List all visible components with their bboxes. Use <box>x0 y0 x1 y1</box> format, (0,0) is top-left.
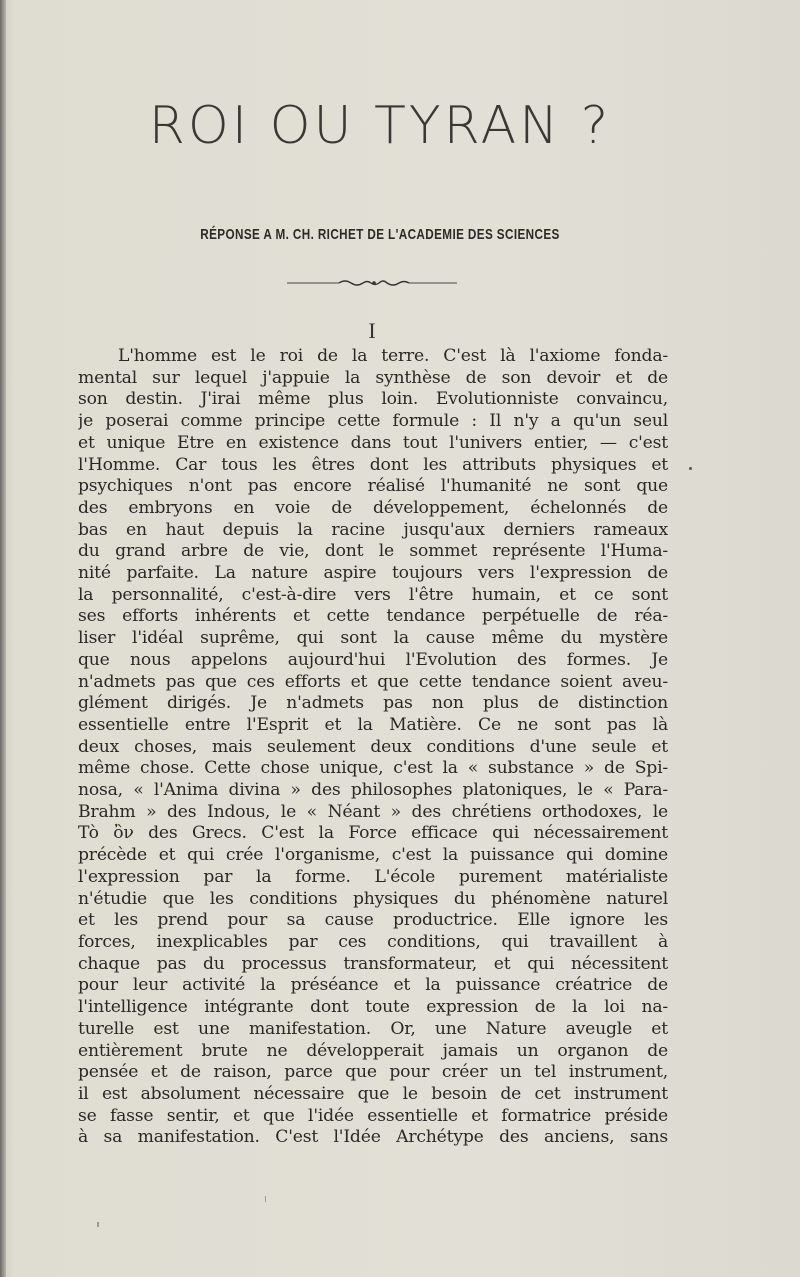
text-line: n'étudie que les conditions physiques du phénomène naturel <box>78 888 668 909</box>
text-line: que nous appelons aujourd'hui l'Evolution des formes. Je <box>78 649 668 670</box>
text-line: forces, inexplicables par ces conditions, qui travaillent à <box>78 931 668 952</box>
text-line: nosa, « l'Anima divina » des philosophes platoniques, le « Para- <box>78 780 668 801</box>
text-line: L'homme est le roi de la terre. C'est là l'axiome fonda- <box>118 346 668 366</box>
text-line: il est absolument nécessaire que le besoin de cet instrument <box>78 1083 668 1104</box>
text-line: deux choses, mais seulement deux conditions d'une seule et <box>78 736 668 757</box>
text-line: glément dirigés. Je n'admets pas non plus de distinction <box>78 693 668 714</box>
ornament-divider <box>287 278 457 288</box>
text-line: et les prend pour sa cause productrice. Elle ignore les <box>78 910 668 931</box>
paper-speck <box>689 467 692 470</box>
text-line: entièrement brute ne développerait jamais un organon de <box>78 1040 668 1061</box>
body-text <box>78 346 668 1149</box>
text-line: Brahm » des Indous, le « Néant » des chrétiens orthodoxes, le <box>78 801 668 822</box>
text-line: mental sur lequel j'appuie la synthèse de son devoir et de <box>78 367 668 388</box>
section-number: I <box>368 318 376 343</box>
text-line: psychiques n'ont pas encore réalisé l'humanité ne sont que <box>78 476 668 497</box>
text-line: chaque pas du processus transformateur, et qui nécessitent <box>78 953 668 974</box>
text-line: à sa manifestation. C'est l'Idée Archétype des anciens, sans <box>78 1127 668 1148</box>
text-line: pensée et de raison, parce que pour créer un tel instrument, <box>78 1062 668 1083</box>
text-line: pour leur activité la préséance et la puissance créatrice de <box>78 975 668 996</box>
text-line: ses efforts inhérents et cette tendance perpétuelle de réa- <box>78 606 668 627</box>
text-line: l'expression par la forme. L'école purement matérialiste <box>78 866 668 887</box>
text-line: l'intelligence intégrante dont toute expression de la loi na- <box>78 997 668 1018</box>
text-line: et unique Etre en existence dans tout l'univers entier, — c'est <box>78 432 668 453</box>
page-title: ROI OU TYRAN ? <box>148 96 612 156</box>
paper-speck <box>265 1196 266 1202</box>
text-line: bas en haut depuis la racine jusqu'aux derniers rameaux <box>78 519 668 540</box>
page-subtitle: RÉPONSE A M. CH. RICHET DE L'ACADEMIE DES SCIENCES <box>200 226 560 243</box>
text-line: la personnalité, c'est-à-dire vers l'être humain, et ce sont <box>78 584 668 605</box>
text-line: turelle est une manifestation. Or, une Nature aveugle et <box>78 1018 668 1039</box>
text-line: je poserai comme principe cette formule : Il n'y a qu'un seul <box>78 411 668 432</box>
text-line: Tò ὂν des Grecs. C'est la Force efficace qui nécessairement <box>78 823 668 844</box>
text-line: du grand arbre de vie, dont le sommet représente l'Huma- <box>78 541 668 562</box>
text-line: essentielle entre l'Esprit et la Matière. Ce ne sont pas là <box>78 714 668 735</box>
text-line: se fasse sentir, et que l'idée essentielle et formatrice préside <box>78 1105 668 1126</box>
text-line: des embryons en voie de développement, échelonnés de <box>78 497 668 518</box>
page-binding-edge <box>0 0 6 1277</box>
text-line: liser l'idéal suprême, qui sont la cause même du mystère <box>78 628 668 649</box>
text-line: précède et qui crée l'organisme, c'est la puissance qui domine <box>78 845 668 866</box>
text-line: n'admets pas que ces efforts et que cette tendance soient aveu- <box>78 671 668 692</box>
text-line: nité parfaite. La nature aspire toujours vers l'expression de <box>78 563 668 584</box>
text-line: son destin. J'irai même plus loin. Evolutionniste convaincu, <box>78 389 668 410</box>
text-line: l'Homme. Car tous les êtres dont les attributs physiques et <box>78 454 668 475</box>
paper-speck <box>97 1222 99 1227</box>
text-line: même chose. Cette chose unique, c'est la « substance » de Spi- <box>78 758 668 779</box>
